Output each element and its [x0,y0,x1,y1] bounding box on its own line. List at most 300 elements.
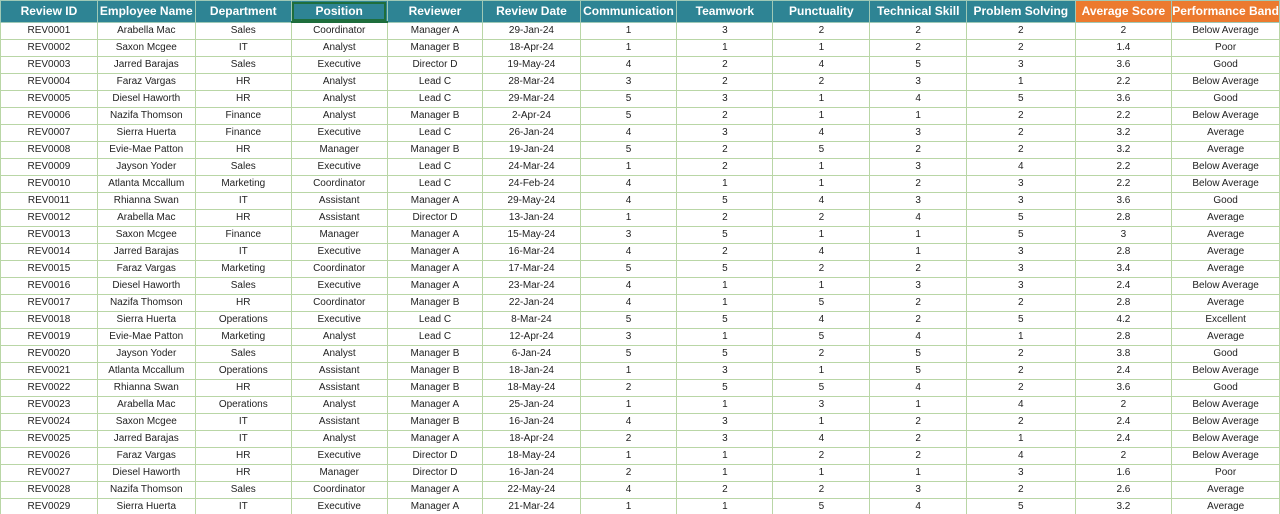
cell-problem-solving[interactable]: 2 [966,380,1075,397]
cell-punctuality[interactable]: 5 [773,142,870,159]
cell-average-score[interactable]: 2.2 [1075,74,1172,91]
cell-position[interactable]: Analyst [291,346,387,363]
cell-review-id[interactable]: REV0015 [1,261,98,278]
cell-position[interactable]: Coordinator [291,482,387,499]
cell-review-date[interactable]: 16-Mar-24 [483,244,580,261]
cell-teamwork[interactable]: 5 [677,261,773,278]
cell-review-id[interactable]: REV0002 [1,40,98,57]
cell-teamwork[interactable]: 1 [677,448,773,465]
column-header-position[interactable]: Position [291,1,387,23]
cell-reviewer[interactable]: Manager A [387,499,483,514]
cell-punctuality[interactable]: 1 [773,91,870,108]
cell-problem-solving[interactable]: 2 [966,414,1075,431]
cell-problem-solving[interactable]: 4 [966,159,1075,176]
cell-review-date[interactable]: 22-May-24 [483,482,580,499]
cell-performance-band[interactable]: Average [1172,482,1280,499]
cell-reviewer[interactable]: Lead C [387,91,483,108]
cell-employee-name[interactable]: Jarred Barajas [97,57,195,74]
cell-problem-solving[interactable]: 2 [966,346,1075,363]
cell-review-id[interactable]: REV0018 [1,312,98,329]
cell-employee-name[interactable]: Atlanta Mccallum [97,363,195,380]
cell-communication[interactable]: 1 [580,210,677,227]
cell-employee-name[interactable]: Jayson Yoder [97,159,195,176]
cell-position[interactable]: Manager [291,227,387,244]
cell-department[interactable]: HR [195,210,291,227]
cell-teamwork[interactable]: 5 [677,346,773,363]
cell-employee-name[interactable]: Jayson Yoder [97,346,195,363]
cell-teamwork[interactable]: 5 [677,193,773,210]
cell-teamwork[interactable]: 2 [677,142,773,159]
cell-problem-solving[interactable]: 3 [966,278,1075,295]
cell-employee-name[interactable]: Rhianna Swan [97,380,195,397]
cell-communication[interactable]: 4 [580,176,677,193]
cell-teamwork[interactable]: 1 [677,397,773,414]
cell-performance-band[interactable]: Average [1172,142,1280,159]
cell-teamwork[interactable]: 2 [677,482,773,499]
cell-review-date[interactable]: 13-Jan-24 [483,210,580,227]
cell-performance-band[interactable]: Below Average [1172,363,1280,380]
cell-reviewer[interactable]: Manager A [387,397,483,414]
cell-communication[interactable]: 5 [580,108,677,125]
cell-average-score[interactable]: 3.8 [1075,346,1172,363]
cell-position[interactable]: Executive [291,312,387,329]
cell-reviewer[interactable]: Manager A [387,22,483,40]
cell-average-score[interactable]: 2.4 [1075,431,1172,448]
cell-performance-band[interactable]: Good [1172,91,1280,108]
cell-performance-band[interactable]: Below Average [1172,108,1280,125]
cell-communication[interactable]: 4 [580,244,677,261]
cell-reviewer[interactable]: Manager A [387,431,483,448]
cell-average-score[interactable]: 3.2 [1075,499,1172,514]
cell-review-id[interactable]: REV0016 [1,278,98,295]
cell-problem-solving[interactable]: 1 [966,74,1075,91]
cell-employee-name[interactable]: Rhianna Swan [97,193,195,210]
cell-employee-name[interactable]: Sierra Huerta [97,125,195,142]
cell-performance-band[interactable]: Average [1172,261,1280,278]
cell-problem-solving[interactable]: 3 [966,57,1075,74]
cell-reviewer[interactable]: Manager A [387,261,483,278]
cell-performance-band[interactable]: Average [1172,125,1280,142]
cell-department[interactable]: Marketing [195,261,291,278]
cell-problem-solving[interactable]: 3 [966,261,1075,278]
cell-employee-name[interactable]: Nazifa Thomson [97,295,195,312]
cell-punctuality[interactable]: 1 [773,159,870,176]
cell-teamwork[interactable]: 2 [677,210,773,227]
cell-technical-skill[interactable]: 2 [870,40,967,57]
cell-employee-name[interactable]: Arabella Mac [97,22,195,40]
cell-reviewer[interactable]: Manager B [387,414,483,431]
cell-position[interactable]: Analyst [291,397,387,414]
cell-punctuality[interactable]: 2 [773,482,870,499]
cell-department[interactable]: Sales [195,57,291,74]
cell-technical-skill[interactable]: 4 [870,499,967,514]
cell-employee-name[interactable]: Sierra Huerta [97,499,195,514]
cell-average-score[interactable]: 2.6 [1075,482,1172,499]
cell-punctuality[interactable]: 2 [773,74,870,91]
cell-technical-skill[interactable]: 2 [870,295,967,312]
cell-teamwork[interactable]: 3 [677,431,773,448]
cell-problem-solving[interactable]: 5 [966,91,1075,108]
cell-average-score[interactable]: 3.2 [1075,125,1172,142]
cell-average-score[interactable]: 2.8 [1075,329,1172,346]
cell-employee-name[interactable]: Faraz Vargas [97,261,195,278]
cell-employee-name[interactable]: Saxon Mcgee [97,227,195,244]
cell-review-date[interactable]: 21-Mar-24 [483,499,580,514]
cell-reviewer[interactable]: Manager A [387,244,483,261]
cell-problem-solving[interactable]: 1 [966,431,1075,448]
cell-communication[interactable]: 1 [580,159,677,176]
column-header-average-score[interactable]: Average Score [1075,1,1172,23]
cell-communication[interactable]: 1 [580,499,677,514]
cell-communication[interactable]: 4 [580,278,677,295]
cell-technical-skill[interactable]: 2 [870,142,967,159]
cell-performance-band[interactable]: Good [1172,57,1280,74]
cell-teamwork[interactable]: 1 [677,465,773,482]
cell-teamwork[interactable]: 3 [677,414,773,431]
cell-review-date[interactable]: 18-May-24 [483,448,580,465]
cell-performance-band[interactable]: Good [1172,346,1280,363]
cell-performance-band[interactable]: Below Average [1172,22,1280,40]
cell-position[interactable]: Assistant [291,380,387,397]
cell-average-score[interactable]: 2 [1075,22,1172,40]
cell-technical-skill[interactable]: 5 [870,346,967,363]
cell-review-id[interactable]: REV0020 [1,346,98,363]
cell-communication[interactable]: 2 [580,380,677,397]
cell-performance-band[interactable]: Below Average [1172,159,1280,176]
cell-performance-band[interactable]: Below Average [1172,278,1280,295]
cell-teamwork[interactable]: 2 [677,159,773,176]
cell-reviewer[interactable]: Manager B [387,380,483,397]
cell-review-date[interactable]: 16-Jan-24 [483,465,580,482]
cell-reviewer[interactable]: Manager B [387,108,483,125]
cell-review-id[interactable]: REV0003 [1,57,98,74]
cell-review-id[interactable]: REV0007 [1,125,98,142]
cell-average-score[interactable]: 2.4 [1075,278,1172,295]
cell-communication[interactable]: 3 [580,329,677,346]
cell-punctuality[interactable]: 5 [773,295,870,312]
cell-department[interactable]: IT [195,431,291,448]
cell-average-score[interactable]: 2.2 [1075,108,1172,125]
cell-reviewer[interactable]: Lead C [387,125,483,142]
cell-reviewer[interactable]: Manager A [387,227,483,244]
cell-review-date[interactable]: 15-May-24 [483,227,580,244]
cell-average-score[interactable]: 3.4 [1075,261,1172,278]
cell-review-date[interactable]: 2-Apr-24 [483,108,580,125]
cell-department[interactable]: HR [195,448,291,465]
cell-employee-name[interactable]: Diesel Haworth [97,91,195,108]
cell-reviewer[interactable]: Manager A [387,193,483,210]
cell-review-id[interactable]: REV0008 [1,142,98,159]
cell-review-date[interactable]: 18-Apr-24 [483,40,580,57]
cell-technical-skill[interactable]: 4 [870,91,967,108]
cell-average-score[interactable]: 3.6 [1075,57,1172,74]
cell-department[interactable]: Finance [195,227,291,244]
cell-review-date[interactable]: 29-Jan-24 [483,22,580,40]
cell-performance-band[interactable]: Excellent [1172,312,1280,329]
cell-review-id[interactable]: REV0022 [1,380,98,397]
cell-performance-band[interactable]: Good [1172,193,1280,210]
cell-review-id[interactable]: REV0029 [1,499,98,514]
cell-problem-solving[interactable]: 1 [966,329,1075,346]
cell-position[interactable]: Executive [291,244,387,261]
cell-problem-solving[interactable]: 4 [966,397,1075,414]
column-header-reviewer[interactable]: Reviewer [387,1,483,23]
cell-punctuality[interactable]: 4 [773,431,870,448]
cell-position[interactable]: Executive [291,278,387,295]
cell-technical-skill[interactable]: 1 [870,227,967,244]
cell-performance-band[interactable]: Below Average [1172,397,1280,414]
cell-communication[interactable]: 4 [580,57,677,74]
cell-review-date[interactable]: 8-Mar-24 [483,312,580,329]
cell-position[interactable]: Analyst [291,40,387,57]
cell-technical-skill[interactable]: 1 [870,397,967,414]
cell-punctuality[interactable]: 5 [773,380,870,397]
cell-review-date[interactable]: 18-Jan-24 [483,363,580,380]
cell-communication[interactable]: 1 [580,448,677,465]
cell-problem-solving[interactable]: 2 [966,482,1075,499]
cell-teamwork[interactable]: 3 [677,363,773,380]
cell-department[interactable]: HR [195,380,291,397]
cell-problem-solving[interactable]: 2 [966,363,1075,380]
cell-reviewer[interactable]: Manager A [387,278,483,295]
cell-communication[interactable]: 3 [580,227,677,244]
cell-punctuality[interactable]: 2 [773,22,870,40]
cell-review-id[interactable]: REV0012 [1,210,98,227]
cell-position[interactable]: Analyst [291,91,387,108]
cell-performance-band[interactable]: Poor [1172,40,1280,57]
cell-teamwork[interactable]: 3 [677,91,773,108]
cell-employee-name[interactable]: Evie-Mae Patton [97,142,195,159]
cell-average-score[interactable]: 3 [1075,227,1172,244]
cell-position[interactable]: Manager [291,465,387,482]
cell-reviewer[interactable]: Lead C [387,176,483,193]
cell-position[interactable]: Analyst [291,329,387,346]
cell-punctuality[interactable]: 1 [773,176,870,193]
cell-performance-band[interactable]: Poor [1172,465,1280,482]
cell-technical-skill[interactable]: 2 [870,312,967,329]
cell-teamwork[interactable]: 1 [677,329,773,346]
column-header-review-date[interactable]: Review Date [483,1,580,23]
cell-reviewer[interactable]: Manager B [387,142,483,159]
cell-review-date[interactable]: 6-Jan-24 [483,346,580,363]
cell-reviewer[interactable]: Manager B [387,363,483,380]
cell-reviewer[interactable]: Director D [387,448,483,465]
cell-communication[interactable]: 5 [580,346,677,363]
cell-review-id[interactable]: REV0021 [1,363,98,380]
cell-punctuality[interactable]: 1 [773,40,870,57]
cell-employee-name[interactable]: Saxon Mcgee [97,40,195,57]
cell-average-score[interactable]: 2 [1075,448,1172,465]
cell-reviewer[interactable]: Manager B [387,295,483,312]
cell-problem-solving[interactable]: 3 [966,176,1075,193]
cell-punctuality[interactable]: 3 [773,397,870,414]
cell-employee-name[interactable]: Faraz Vargas [97,448,195,465]
cell-problem-solving[interactable]: 5 [966,312,1075,329]
cell-teamwork[interactable]: 2 [677,244,773,261]
cell-performance-band[interactable]: Average [1172,499,1280,514]
cell-teamwork[interactable]: 2 [677,57,773,74]
cell-employee-name[interactable]: Jarred Barajas [97,431,195,448]
cell-review-id[interactable]: REV0019 [1,329,98,346]
cell-position[interactable]: Executive [291,499,387,514]
cell-communication[interactable]: 3 [580,74,677,91]
column-header-technical-skill[interactable]: Technical Skill [870,1,967,23]
cell-communication[interactable]: 5 [580,312,677,329]
cell-punctuality[interactable]: 2 [773,210,870,227]
cell-problem-solving[interactable]: 3 [966,193,1075,210]
cell-review-id[interactable]: REV0006 [1,108,98,125]
cell-position[interactable]: Assistant [291,193,387,210]
cell-review-id[interactable]: REV0001 [1,22,98,40]
cell-review-date[interactable]: 18-May-24 [483,380,580,397]
cell-punctuality[interactable]: 4 [773,312,870,329]
cell-average-score[interactable]: 2.2 [1075,176,1172,193]
cell-technical-skill[interactable]: 2 [870,414,967,431]
cell-communication[interactable]: 5 [580,261,677,278]
cell-average-score[interactable]: 4.2 [1075,312,1172,329]
cell-review-date[interactable]: 25-Jan-24 [483,397,580,414]
cell-technical-skill[interactable]: 2 [870,448,967,465]
cell-reviewer[interactable]: Lead C [387,74,483,91]
cell-employee-name[interactable]: Arabella Mac [97,397,195,414]
cell-department[interactable]: IT [195,414,291,431]
cell-department[interactable]: Sales [195,482,291,499]
cell-position[interactable]: Assistant [291,414,387,431]
cell-department[interactable]: HR [195,295,291,312]
cell-review-id[interactable]: REV0028 [1,482,98,499]
cell-review-id[interactable]: REV0017 [1,295,98,312]
cell-position[interactable]: Executive [291,125,387,142]
cell-department[interactable]: Sales [195,346,291,363]
cell-employee-name[interactable]: Faraz Vargas [97,74,195,91]
cell-performance-band[interactable]: Below Average [1172,74,1280,91]
column-header-punctuality[interactable]: Punctuality [773,1,870,23]
cell-employee-name[interactable]: Jarred Barajas [97,244,195,261]
cell-position[interactable]: Analyst [291,431,387,448]
cell-review-date[interactable]: 12-Apr-24 [483,329,580,346]
cell-position[interactable]: Coordinator [291,22,387,40]
cell-punctuality[interactable]: 1 [773,465,870,482]
cell-position[interactable]: Coordinator [291,176,387,193]
cell-employee-name[interactable]: Diesel Haworth [97,278,195,295]
cell-teamwork[interactable]: 3 [677,125,773,142]
cell-problem-solving[interactable]: 2 [966,295,1075,312]
cell-position[interactable]: Executive [291,159,387,176]
cell-punctuality[interactable]: 4 [773,193,870,210]
cell-problem-solving[interactable]: 2 [966,108,1075,125]
cell-employee-name[interactable]: Sierra Huerta [97,312,195,329]
cell-technical-skill[interactable]: 3 [870,193,967,210]
cell-teamwork[interactable]: 5 [677,312,773,329]
cell-review-id[interactable]: REV0005 [1,91,98,108]
cell-department[interactable]: HR [195,465,291,482]
cell-average-score[interactable]: 1.4 [1075,40,1172,57]
cell-teamwork[interactable]: 2 [677,108,773,125]
cell-communication[interactable]: 4 [580,193,677,210]
cell-department[interactable]: Operations [195,397,291,414]
cell-review-id[interactable]: REV0011 [1,193,98,210]
cell-position[interactable]: Executive [291,448,387,465]
cell-performance-band[interactable]: Average [1172,210,1280,227]
cell-technical-skill[interactable]: 2 [870,22,967,40]
cell-review-id[interactable]: REV0014 [1,244,98,261]
cell-department[interactable]: HR [195,91,291,108]
cell-review-date[interactable]: 28-Mar-24 [483,74,580,91]
column-header-review-id[interactable]: Review ID [1,1,98,23]
cell-reviewer[interactable]: Lead C [387,159,483,176]
cell-department[interactable]: HR [195,74,291,91]
cell-review-date[interactable]: 16-Jan-24 [483,414,580,431]
cell-reviewer[interactable]: Director D [387,210,483,227]
cell-punctuality[interactable]: 4 [773,125,870,142]
cell-punctuality[interactable]: 2 [773,346,870,363]
cell-punctuality[interactable]: 1 [773,227,870,244]
cell-review-id[interactable]: REV0010 [1,176,98,193]
cell-employee-name[interactable]: Evie-Mae Patton [97,329,195,346]
cell-average-score[interactable]: 3.6 [1075,193,1172,210]
cell-problem-solving[interactable]: 3 [966,465,1075,482]
cell-department[interactable]: Marketing [195,329,291,346]
cell-communication[interactable]: 1 [580,397,677,414]
cell-employee-name[interactable]: Arabella Mac [97,210,195,227]
cell-punctuality[interactable]: 1 [773,414,870,431]
cell-technical-skill[interactable]: 2 [870,176,967,193]
cell-technical-skill[interactable]: 5 [870,57,967,74]
cell-position[interactable]: Assistant [291,363,387,380]
cell-review-id[interactable]: REV0004 [1,74,98,91]
cell-performance-band[interactable]: Average [1172,244,1280,261]
cell-position[interactable]: Coordinator [291,261,387,278]
cell-employee-name[interactable]: Nazifa Thomson [97,482,195,499]
cell-review-date[interactable]: 19-Jan-24 [483,142,580,159]
cell-department[interactable]: Finance [195,108,291,125]
cell-communication[interactable]: 1 [580,363,677,380]
cell-technical-skill[interactable]: 2 [870,431,967,448]
cell-technical-skill[interactable]: 3 [870,125,967,142]
cell-teamwork[interactable]: 1 [677,295,773,312]
cell-employee-name[interactable]: Nazifa Thomson [97,108,195,125]
cell-average-score[interactable]: 2.8 [1075,210,1172,227]
cell-communication[interactable]: 1 [580,40,677,57]
cell-review-date[interactable]: 24-Feb-24 [483,176,580,193]
cell-teamwork[interactable]: 1 [677,40,773,57]
cell-department[interactable]: HR [195,142,291,159]
cell-technical-skill[interactable]: 4 [870,380,967,397]
cell-punctuality[interactable]: 1 [773,278,870,295]
column-header-problem-solving[interactable]: Problem Solving [966,1,1075,23]
cell-problem-solving[interactable]: 3 [966,244,1075,261]
cell-department[interactable]: Operations [195,312,291,329]
cell-communication[interactable]: 4 [580,125,677,142]
cell-review-date[interactable]: 22-Jan-24 [483,295,580,312]
cell-punctuality[interactable]: 1 [773,363,870,380]
cell-department[interactable]: IT [195,499,291,514]
cell-technical-skill[interactable]: 4 [870,210,967,227]
cell-problem-solving[interactable]: 5 [966,210,1075,227]
cell-communication[interactable]: 4 [580,482,677,499]
cell-review-date[interactable]: 18-Apr-24 [483,431,580,448]
cell-review-id[interactable]: REV0027 [1,465,98,482]
cell-average-score[interactable]: 2.4 [1075,363,1172,380]
cell-punctuality[interactable]: 2 [773,261,870,278]
cell-employee-name[interactable]: Atlanta Mccallum [97,176,195,193]
cell-reviewer[interactable]: Manager B [387,40,483,57]
cell-technical-skill[interactable]: 1 [870,244,967,261]
cell-communication[interactable]: 4 [580,414,677,431]
cell-technical-skill[interactable]: 4 [870,329,967,346]
cell-punctuality[interactable]: 5 [773,499,870,514]
cell-department[interactable]: IT [195,193,291,210]
